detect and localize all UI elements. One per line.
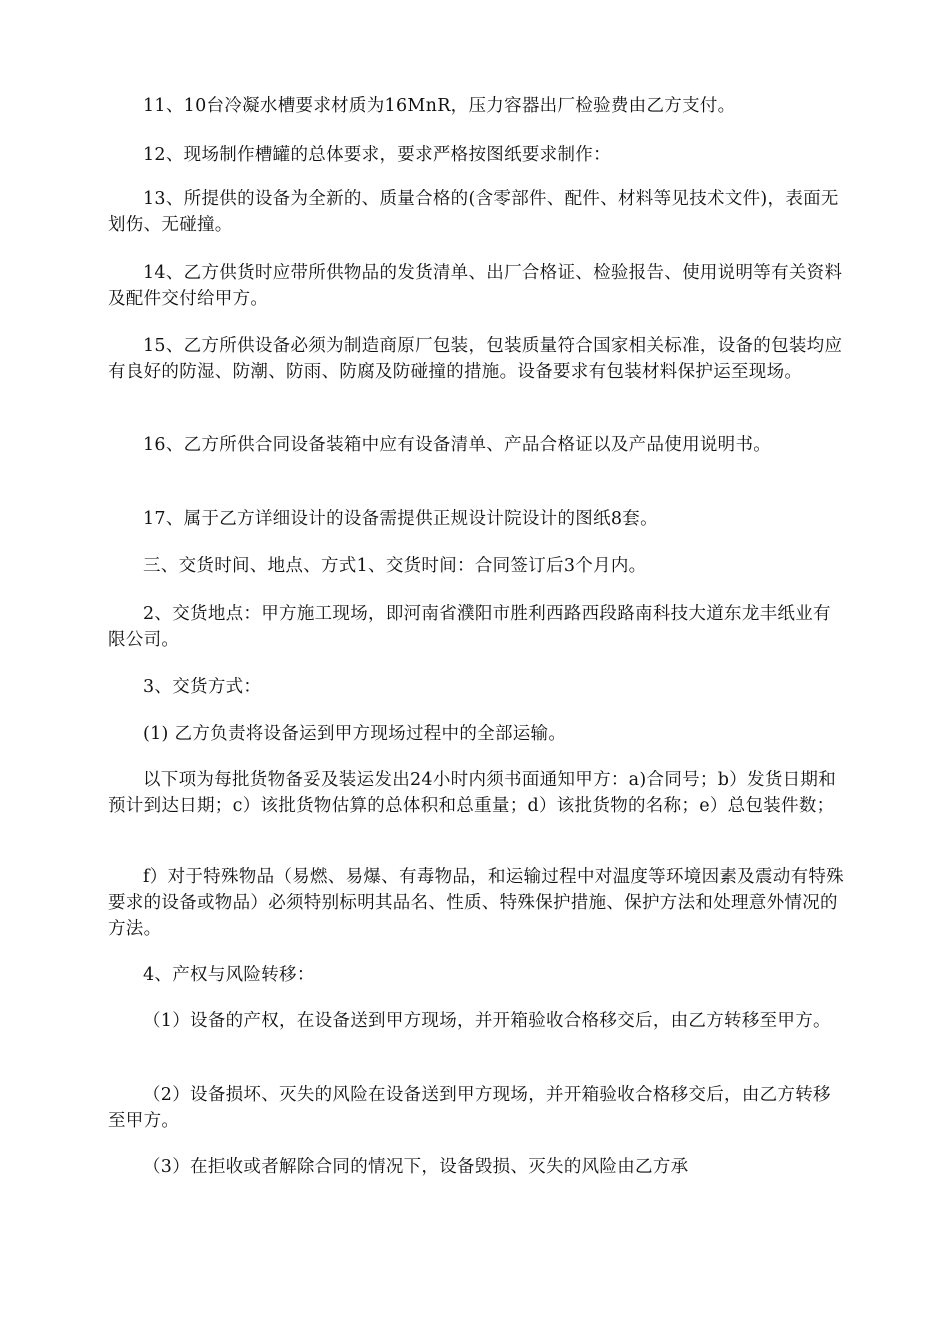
paragraph-ownership: （1）设备的产权，在设备送到甲方现场，并开箱验收合格移交后，由乙方转移至甲方。 [143,1011,831,1031]
paragraph-special-items: f）对于特殊物品（易燃、易爆、有毒物品，和运输过程中对温度等环境因素及震动有特殊要求的设备或物品）必须特别标明其品名、性质、特殊保护措施、保护方法和处理意外情况的方法。 [108,867,844,939]
paragraph-item-14: 14、乙方供货时应带所供物品的发货清单、出厂合格证、检验报告、使用说明等有关资料及配件交付给甲方。 [108,263,843,309]
paragraph-title-transfer: 4、产权与风险转移： [143,965,315,985]
paragraph-rejection-risk: （3）在拒收或者解除合同的情况下，设备毁损、灭失的风险由乙方承 [143,1157,689,1177]
paragraph-item-16: 16、乙方所供合同设备装箱中应有设备清单、产品合格证以及产品使用说明书。 [143,435,772,455]
paragraph-item-11: 11、10台冷凝水槽要求材质为16MnR，压力容器出厂检验费由乙方支付。 [143,96,736,116]
paragraph-item-15: 15、乙方所供设备必须为制造商原厂包装，包装质量符合国家相关标准，设备的包装均应有良好的防湿、防潮、防雨、防腐及防碰撞的措施。设备要求有包装材料保护运至现场。 [108,336,843,382]
paragraph-item-17: 17、属于乙方详细设计的设备需提供正规设计院设计的图纸8套。 [143,509,658,529]
paragraph-item-13: 13、所提供的设备为全新的、质量合格的(含零部件、配件、材料等见技术文件)，表面无划伤、无碰撞。 [108,189,839,235]
paragraph-transport: (1) 乙方负责将设备运到甲方现场过程中的全部运输。 [143,724,567,744]
paragraph-item-12: 12、现场制作槽罐的总体要求，要求严格按图纸要求制作： [143,145,611,165]
paragraph-notification: 以下项为每批货物备妥及装运发出24小时内须书面通知甲方：a)合同号；b）发货日期和预计到达日期；c）该批货物估算的总体积和总重量；d）该批货物的名称；e）总包装件数； [108,770,837,816]
paragraph-delivery-method: 3、交货方式： [143,677,262,697]
paragraph-delivery-time: 三、交货时间、地点、方式1、交货时间：合同签订后3个月内。 [143,556,647,576]
paragraph-risk-transfer: （2）设备损坏、灭失的风险在设备送到甲方现场，并开箱验收合格移交后，由乙方转移至甲方。 [108,1085,831,1131]
paragraph-delivery-location: 2、交货地点：甲方施工现场，即河南省濮阳市胜利西路西段路南科技大道东龙丰纸业有限公司。 [108,604,831,650]
